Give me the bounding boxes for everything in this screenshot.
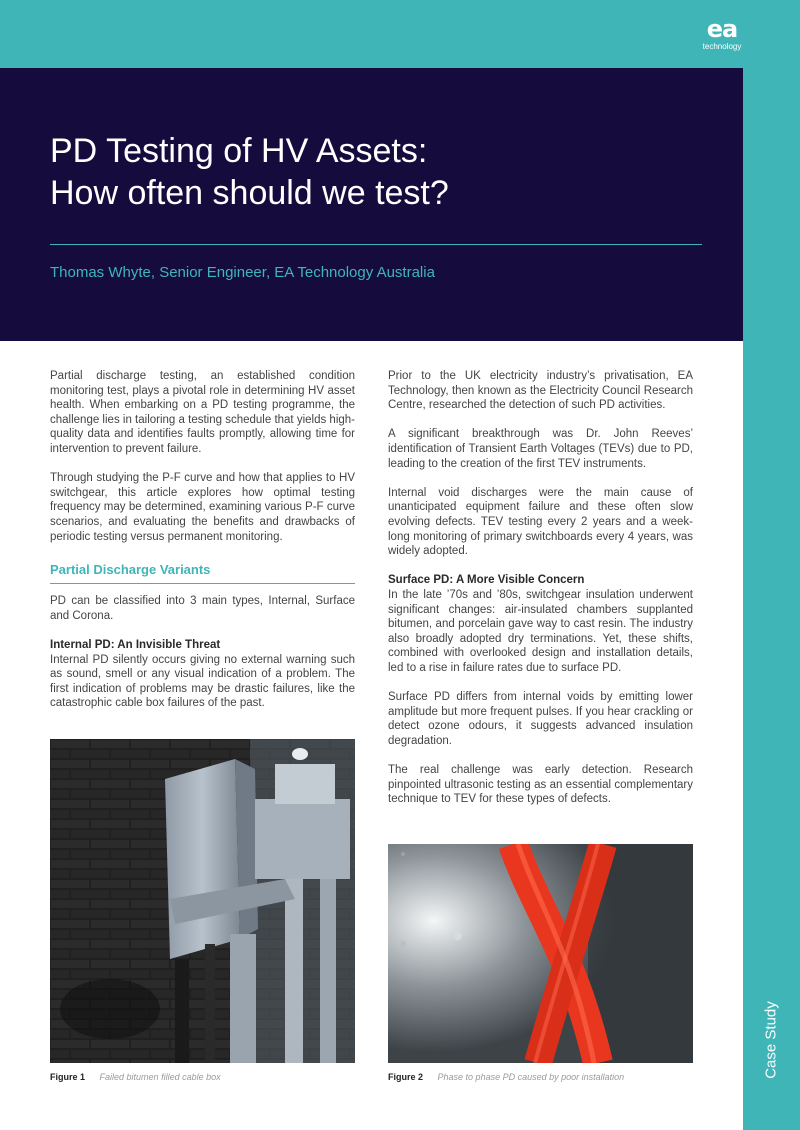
- page-title: [50, 130, 690, 214]
- breakthrough-paragraph: A significant breakthrough was Dr. John Reeves’ identification of Transient Earth Voltages (TEVs) due to PD, leading to the creation of the first TEV instruments.: [388, 428, 693, 470]
- right-teal-strip: [743, 0, 800, 1130]
- surface-pd-paragraph: In the late ’70s and ’80s, switchgear insulation underwent significant changes: air-insulated chambers supplanted bitumen, and porcelain gave way to cast resin. The industry also broadly adopted dry terminations. Yet, these shifts, combined with overlooked design and installation details, led to a rise in failure rates due to surface PD.: [388, 588, 693, 674]
- void-discharge-paragraph: Internal void discharges were the main cause of unanticipated equipment failure and these often slow evolving defects. TEV testing every 2 years and a week-long monitoring of primary switchboards every 4 years, was widely adopted.: [388, 486, 693, 558]
- figure-1-label: Figure 1: [50, 1072, 86, 1082]
- cable-box-photo: [50, 739, 355, 1063]
- subheading-internal-pd: Internal PD: An Invisible Threat: [50, 639, 221, 652]
- hero-banner: [0, 68, 743, 341]
- pd-types-paragraph: PD can be classified into 3 main types, Internal, Surface and Corona.: [50, 595, 355, 622]
- surface-pd-detail-paragraph: Surface PD differs from internal voids by emitting lower amplitude but more frequent pulses. If you hear crackling or detect ozone odours, it suggests advanced insulation degradation.: [388, 691, 693, 747]
- section-heading-pd-variants: Partial Discharge Variants: [50, 559, 355, 585]
- title-line-2: How often should we test?: [50, 174, 449, 212]
- figure-1-photo: [50, 739, 355, 1063]
- top-teal-band: [0, 0, 800, 68]
- left-column: [50, 369, 355, 711]
- figure-2-label: Figure 2: [388, 1072, 424, 1082]
- subheading-surface-pd: Surface PD: A More Visible Concern: [388, 574, 585, 587]
- title-line-1: PD Testing of HV Assets:: [50, 132, 428, 170]
- logo-mark: ea: [706, 15, 738, 43]
- figure-1-caption: [50, 1072, 221, 1082]
- case-study-side-label: Case Study: [762, 1001, 780, 1079]
- figure-1-caption-text: Failed bitumen filled cable box: [99, 1072, 221, 1082]
- internal-pd-paragraph: Internal PD silently occurs giving no external warning such as sound, smell or any visual indication of a problem. The first indication of problems may be drastic failures, like the catastrophic cable box failures of the past.: [50, 653, 355, 710]
- hero-divider: [50, 244, 702, 245]
- history-paragraph: Prior to the UK electricity industry’s privatisation, EA Technology, then known as the Electricity Council Research Centre, researched the detection of such PD activities.: [388, 370, 693, 412]
- internal-pd-block: [50, 638, 355, 711]
- figure-2-caption-text: Phase to phase PD caused by poor installation: [437, 1072, 625, 1082]
- author-line: Thomas Whyte, Senior Engineer, EA Technology Australia: [50, 264, 435, 281]
- figure-2-caption: [388, 1072, 624, 1082]
- intro-paragraph: Partial discharge testing, an established condition monitoring test, plays a pivotal role in determining HV asset health. When embarking on a PD testing programme, the challenge lies in tailoring a testing schedule that yields high-quality data and identifies faults promptly, allowing time for intervention to prevent failure.: [50, 370, 355, 455]
- right-column: [388, 369, 693, 807]
- ea-technology-logo: [696, 16, 748, 52]
- phase-pd-photo: [388, 844, 693, 1063]
- surface-pd-block: [388, 573, 693, 675]
- figure-2-photo: [388, 844, 693, 1063]
- detection-paragraph: The real challenge was early detection. Research pinpointed ultrasonic testing as an essential complementary technique to TEV for these types of defects.: [388, 764, 693, 806]
- logo-subtitle: technology: [702, 42, 742, 51]
- scope-paragraph: Through studying the P-F curve and how that applies to HV switchgear, this article explores how optimal testing frequency may be determined, examining various P-F curve scenarios, and evaluating the benefits and drawbacks of periodic testing versus permanent monitoring.: [50, 472, 355, 543]
